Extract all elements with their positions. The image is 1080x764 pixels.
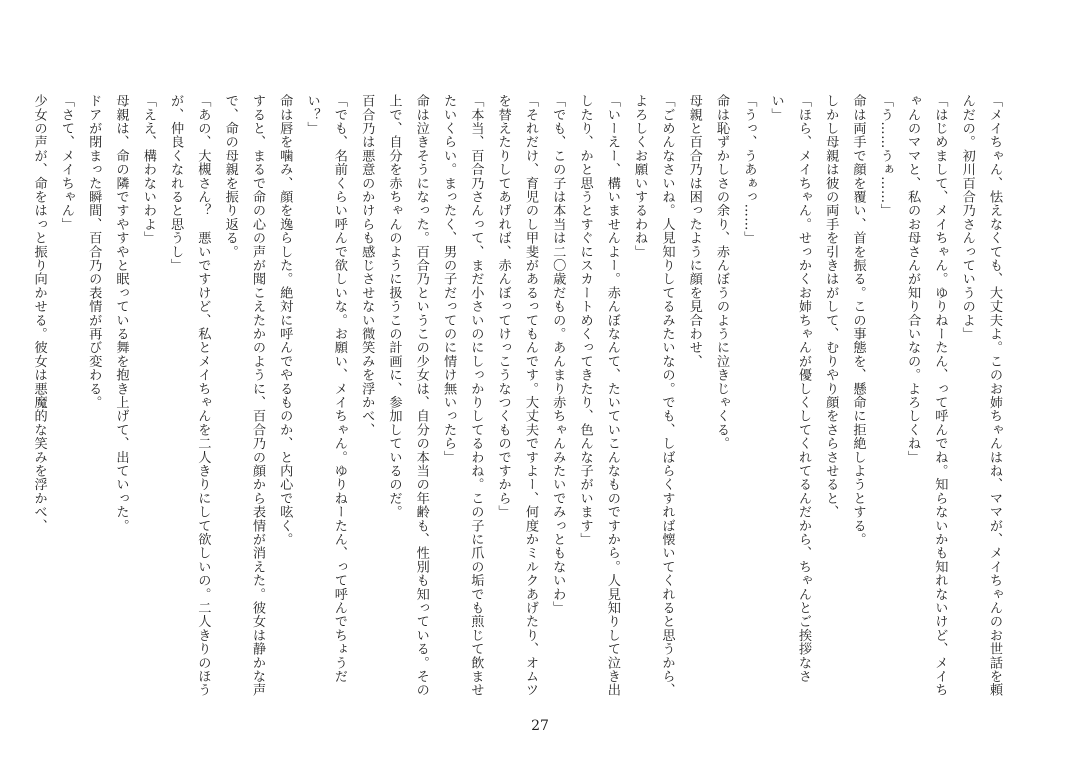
text-line: 「うっ、うあぁっ……」	[741, 94, 757, 245]
text-line: 命は泣きそうになった。百合乃というこの少女は、自分の本当の年齢も、性別も知っている。その上で、自分を赤ちゃんのように扱うこの計画に、参加しているのだ。	[386, 94, 429, 697]
text-line: 「それだけ、育児のし甲斐があるってもんです。大丈夫ですよー、何度かミルクあげたり、オムツを替えたりしてあげれば、赤んぼってけっこうなつくものですから」	[495, 94, 538, 697]
text-line: 「さて、メイちゃん」	[58, 94, 74, 231]
text-line: 「ほら、メイちゃん。せっかくお姉ちゃんが優しくしてくれてるんだから、ちゃんとご挨拶なさい」	[768, 94, 811, 684]
text-line: 命は唇を噛み、顔を逸らした。絶対に呼んでやるものか、と内心で呟く。	[277, 94, 293, 547]
page-number: 27	[531, 718, 549, 734]
text-line: すると、まるで命の心の声が聞こえたかのように、百合乃の顔から表情が消えた。彼女は静かな声で、命の母親を振り返る。	[222, 94, 265, 697]
text-line: 少女の声が、命をはっと振り向かせる。彼女は悪魔的な笑みを浮かべ、	[31, 94, 47, 533]
text-line: 命は恥ずかしさの余り、赤んぼうのように泣きじゃくる。	[714, 94, 730, 451]
text-line: 「メイちゃん、怯えなくても、大丈夫よ。このお姉ちゃんはね、ママが、メイちゃんのお世話を頼んだの。初川百合乃さんっていうのよ」	[959, 94, 1002, 697]
text-line: 「ええ、構わないわよ」	[140, 94, 156, 245]
text-line: 「本当、百合乃さんって、まだ小さいのにしっかりしてるわね。この子に爪の垢でも煎じて飲ませたいくらい。まったく、男の子だってのに情け無いったら」	[441, 94, 484, 697]
text-line: 「う……うぁ……」	[877, 94, 893, 218]
text-line: 「ごめんなさいね。人見知りしてるみたいなの。でも、しばらくすれば懐いてくれると思うから、よろしくお願いするわね」	[632, 94, 675, 697]
text-line: 百合乃は悪意のかけらも感じさせない微笑みを浮かべ、	[359, 94, 375, 437]
text-line: ドアが閉まった瞬間、百合乃の表情が再び変わる。	[86, 94, 102, 410]
text-line: 命は両手で顔を覆い、首を振る。この事態を、懸命に拒絶しようとする。	[850, 94, 866, 547]
text-line: 母親と百合乃は困ったように顔を見合わせ、	[686, 94, 702, 368]
text-line: 「いーえー、構いませんよー。赤んぼなんて、たいていこんなものですから。人見知りして泣き出したり、かと思うとすぐにスカートめくってきたり、色んな子がいます」	[577, 94, 620, 697]
text-line: 「あの、大槻さん？ 悪いですけど、私とメイちゃんを二人きりにして欲しいの。二人きりのほうが、仲良くなれると思うし」	[168, 94, 211, 697]
text-line: 「でも、名前くらい呼んで欲しいな。お願い、メイちゃん。ゆりねーたん、って呼んでちょうだい？」	[304, 94, 347, 684]
vertical-text-body	[31, 94, 1008, 698]
text-line: 「はじめまして、メイちゃん。ゆりねーたん、って呼んでね。知らないかも知れないけど、メイちゃんのママと、私のお母さんが知り合いなの。よろしくね」	[905, 94, 948, 697]
text-line: しかし母親は彼の両手を引きはがして、むりやり顔をさらさせると、	[823, 94, 839, 519]
text-line: 母親は、命の隣ですやすやと眠っている舞を抱き上げて、出ていった。	[113, 94, 129, 533]
text-line: 「でも、この子は本当は二〇歳だもの。あんまり赤ちゃんみたいでみっともないわ」	[550, 94, 566, 615]
